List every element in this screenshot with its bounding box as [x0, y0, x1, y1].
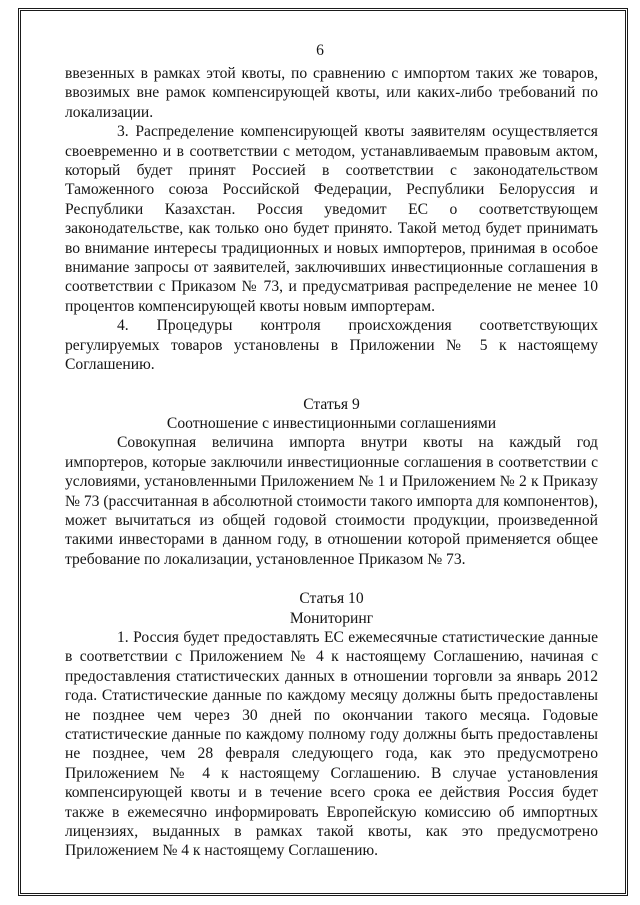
article-10-text: 1. Россия будет предоставлять ЕС ежемесячные статистические данные в соответствии с Приложением № 4 к настоящему Соглашению, начиная с предоставления статистических данных в отношении торговли за январь 2012 года. Статистические данные по каждому месяцу должны быть предоставлены не позднее чем через 30 дней по окончании такого месяца. Годовые статистические данные по каждому полному году должны быть предоставлены не позднее, чем 28 февраля следующего года, как это предусмотрено Приложением № 4 к настоящему Соглашению. В случае установления компенсирующей квоты и в течение всего срока ее действия Россия будет также в ежемесячно информировать Европейскую комиссию об импортных лицензиях, выданных в рамках такой квоты, как это предусмотрено Приложением № 4 к настоящему Соглашению.	[65, 628, 598, 860]
article-10-heading: Статья 10	[299, 590, 364, 608]
article-9-title: Соотношение с инвестиционными соглашениями	[166, 414, 497, 432]
article-9-heading: Статья 9	[303, 395, 360, 413]
spacer	[65, 569, 598, 589]
article-9-text: Совокупная величина импорта внутри квоты на каждый год импортеров, которые заключили инвестиционные соглашения в соответствии с условиями, установленными Приложением № 1 и Приложением № 2 к Приказу № 73 (рассчитанная в абсолютной стоимости такого импорта для компонентов), может вычитаться из общей годовой стоимости продукции, произведенной такими инвесторами в данном году, в отношении которой применяется общее требование по локализации, установленное Приказом № 73.	[65, 434, 598, 568]
spacer	[65, 375, 598, 395]
paragraph-continuation: ввезенных в рамках этой квоты, по сравнению с импортом таких же товаров, ввозимых вне рамок компенсирующей квоты, или каких-либо требований по локализации.	[65, 65, 598, 121]
paragraph-item-3: 3. Распределение компенсирующей квоты заявителям осуществляется своевременно и в соответствии с методом, устанавливаемым правовым актом, который будет принят Россией в соответствии с законодательством Таможенного союза Российской Федерации, Республики Белоруссия и Республики Казахстан. Россия уведомит ЕС о соответствующем законодательстве, как только оно будет принято. Такой метод будет принимать во внимание интересы традиционных и новых импортеров, принимая в особое внимание запросы от заявителей, заключивших инвестиционные соглашения в соответствии с Приказом № 73, и предусматривая распределение не менее 10 процентов компенсирующей квоты новым импортерам.	[65, 123, 598, 315]
page-number: 6	[316, 42, 324, 59]
paragraph-item-4: 4. Процедуры контроля происхождения соответствующих регулируемых товаров установлены в Приложении № 5 к настоящему Соглашению.	[65, 317, 598, 374]
document-body	[65, 64, 598, 861]
article-10-title: Мониторинг	[289, 609, 374, 627]
